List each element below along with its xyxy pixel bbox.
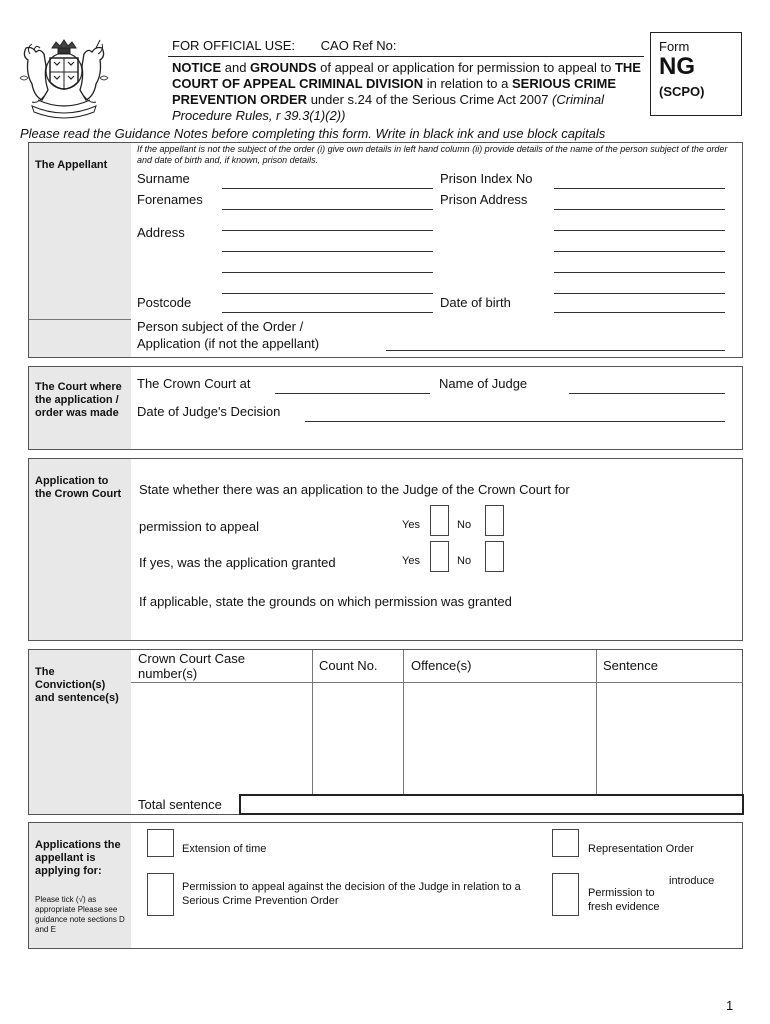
prison-address-label: Prison Address: [440, 192, 528, 207]
granted-yes-label: Yes: [402, 555, 420, 567]
address-field-3[interactable]: [222, 272, 433, 273]
fresh-evidence-label-a: introduce: [669, 875, 715, 887]
subject-field[interactable]: [386, 350, 725, 351]
grounds-label: If applicable, state the grounds on which permission was granted: [139, 594, 512, 609]
application-question: State whether there was an application to the Judge of the Crown Court for: [139, 482, 570, 497]
prison-address-field-3[interactable]: [554, 251, 725, 252]
applications-heading: Applications the appellant is applying for:: [35, 839, 121, 877]
header-divider: [168, 56, 644, 57]
table-col-divider: [596, 650, 597, 796]
permission-yes-label: Yes: [402, 519, 420, 531]
col-header-offence: Offence(s): [411, 658, 472, 673]
table-header-divider: [131, 682, 743, 683]
surname-label: Surname: [137, 171, 190, 186]
permission-no-checkbox[interactable]: [485, 505, 504, 536]
permission-scpo-checkbox[interactable]: [147, 873, 174, 916]
fresh-evidence-checkbox[interactable]: [552, 873, 579, 916]
judge-name-field[interactable]: [569, 393, 725, 394]
prison-index-label: Prison Index No: [440, 171, 533, 186]
permission-yes-checkbox[interactable]: [430, 505, 449, 536]
address-label: Address: [137, 225, 185, 240]
section-gutter: [29, 143, 131, 357]
granted-no-checkbox[interactable]: [485, 541, 504, 572]
address-field-1[interactable]: [222, 230, 433, 231]
appellant-section: [28, 142, 743, 358]
royal-coat-of-arms-logo: [14, 38, 114, 120]
postcode-label: Postcode: [137, 295, 192, 310]
permission-scpo-label: Permission to appeal against the decision of the Judge in relation to a Serious Crime Prevention Order: [182, 881, 521, 907]
granted-label: If yes, was the application granted: [139, 555, 336, 570]
col-header-case-number: Crown Court Case number(s): [138, 651, 245, 681]
representation-label: Representation Order: [588, 843, 694, 855]
guidance-instruction: Please read the Guidance Notes before completing this form. Write in black ink and use block capitals: [20, 126, 606, 141]
representation-checkbox[interactable]: [552, 829, 579, 857]
total-sentence-field[interactable]: [239, 794, 744, 815]
permission-no-label: No: [457, 519, 472, 531]
fresh-evidence-label-b: Permission to: [588, 887, 655, 899]
fresh-evidence-label-c: fresh evidence: [588, 901, 660, 913]
cao-ref-label: CAO Ref No:: [320, 38, 397, 53]
tick-note: Please tick (√) as appropriate Please see guidance note sections D and E: [35, 895, 125, 934]
dob-field[interactable]: [554, 312, 725, 313]
surname-field[interactable]: [222, 188, 433, 189]
prison-address-field-4[interactable]: [554, 272, 725, 273]
dob-label: Date of birth: [440, 295, 511, 310]
official-use-line: [172, 38, 419, 53]
crown-court-label: The Crown Court at: [137, 376, 251, 391]
applications-section: [28, 822, 743, 949]
granted-yes-checkbox[interactable]: [430, 541, 449, 572]
application-section: [28, 458, 743, 641]
judge-name-label: Name of Judge: [439, 376, 528, 391]
appellant-heading: The Appellant: [35, 159, 108, 171]
court-section: [28, 366, 743, 450]
postcode-field[interactable]: [222, 312, 433, 313]
forenames-field[interactable]: [222, 209, 433, 210]
official-use-label: FOR OFFICIAL USE:: [172, 38, 296, 53]
extension-checkbox[interactable]: [147, 829, 174, 857]
address-field-4[interactable]: [222, 293, 433, 294]
forenames-label: Forenames: [137, 192, 203, 207]
page-number: 1: [726, 998, 734, 1013]
conviction-section: [28, 649, 743, 815]
court-heading: The Court where the application / order was made: [35, 381, 122, 419]
prison-address-field-1[interactable]: [554, 209, 725, 210]
granted-no-label: No: [457, 555, 472, 567]
application-heading: Application to the Crown Court: [35, 475, 122, 500]
decision-date-label: Date of Judge's Decision: [137, 404, 281, 419]
table-col-divider: [403, 650, 404, 796]
conviction-heading: The Conviction(s) and sentence(s): [35, 666, 119, 704]
prison-address-field-2[interactable]: [554, 230, 725, 231]
address-field-2[interactable]: [222, 251, 433, 252]
extension-label: Extension of time: [182, 843, 267, 855]
col-header-sentence: Sentence: [603, 658, 658, 673]
table-col-divider: [312, 650, 313, 796]
decision-date-field[interactable]: [305, 421, 725, 422]
gutter-divider: [29, 319, 131, 320]
form-id-box: [650, 32, 742, 116]
prison-index-field[interactable]: [554, 188, 725, 189]
form-subcode: (SCPO): [659, 84, 705, 99]
subject-label-line1: Person subject of the Order /: [137, 319, 304, 334]
total-sentence-label: Total sentence: [138, 797, 222, 812]
crown-court-field[interactable]: [275, 393, 430, 394]
form-code: NG: [659, 53, 695, 80]
form-title: NOTICE and GROUNDS of appeal or application for permission to appeal to THE COURT OF APPEAL CRIMINAL DIVISION in relation to a SERIOUS CRIME PREVENTION ORDER under s.24 of the Serious Crime Act 2007 (Criminal Procedure Rules, r 39.3(1)(2)): [172, 60, 641, 123]
prison-address-field-5[interactable]: [554, 293, 725, 294]
form-label: Form: [659, 39, 690, 54]
subject-label-line2: Application (if not the appellant): [137, 336, 320, 351]
appellant-note: If the appellant is not the subject of the order (i) give own details in left hand column (ii) provide details of the name of the person subject of the order and date of birth and, if known, prison details.: [137, 144, 728, 165]
permission-label: permission to appeal: [139, 519, 259, 534]
col-header-count: Count No.: [319, 658, 378, 673]
